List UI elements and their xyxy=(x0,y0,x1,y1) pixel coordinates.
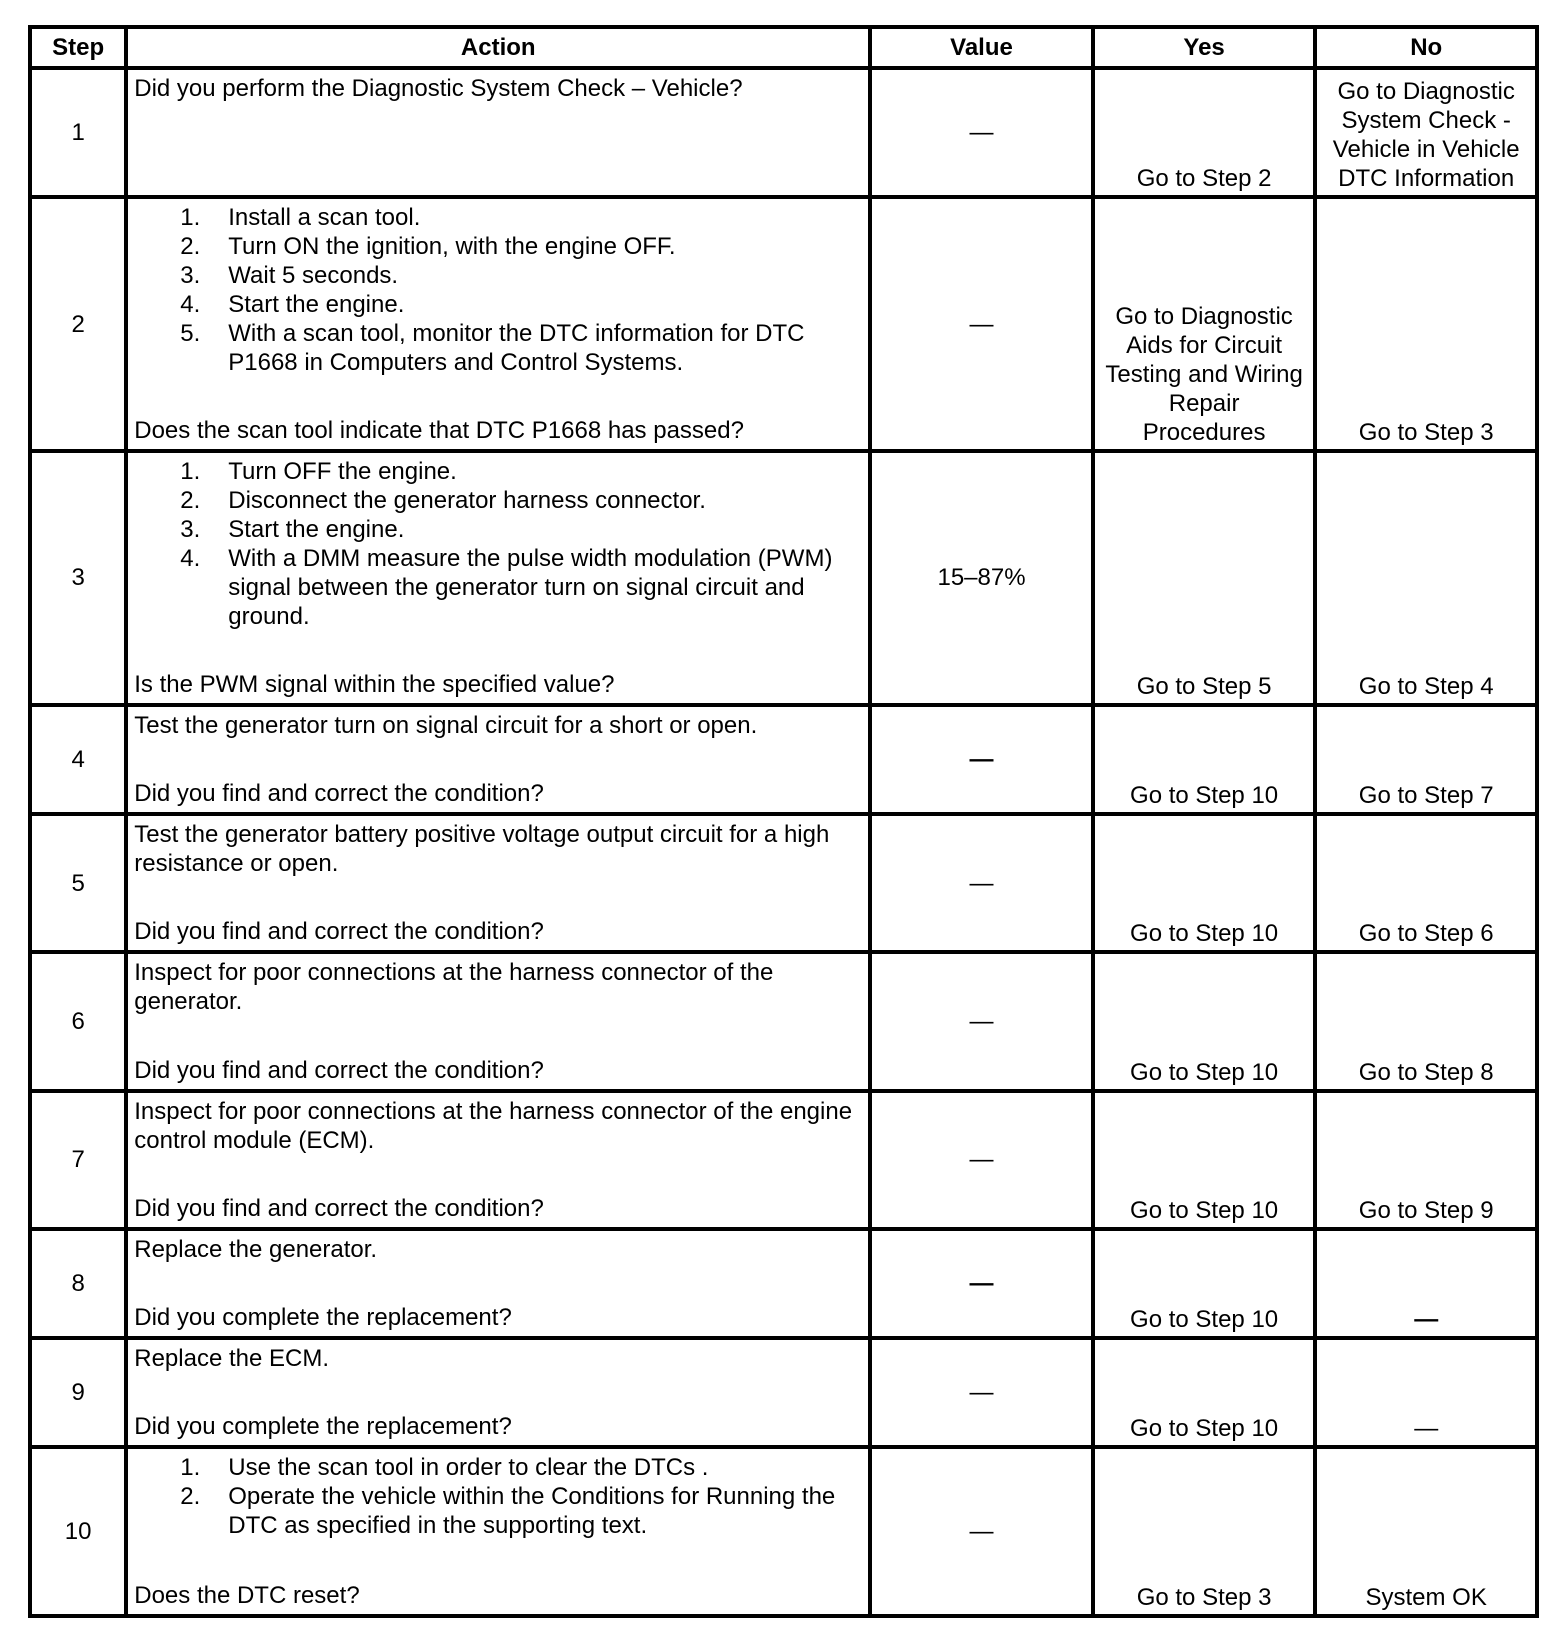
action-question: Is the PWM signal within the specified value? xyxy=(134,670,615,698)
action-instruction: Inspect for poor connections at the harness connector of the engine control module (ECM). xyxy=(134,1097,853,1154)
action-steps xyxy=(134,457,862,631)
action-question: Did you complete the replacement? xyxy=(134,1412,512,1440)
value-cell xyxy=(870,705,1093,815)
value-text: — xyxy=(969,746,994,773)
action-question: Did you find and correct the condition? xyxy=(134,780,544,808)
action-question: Did you find and correct the condition? xyxy=(134,1194,544,1222)
action-step: With a DMM measure the pulse width modulation (PWM) signal between the generator turn on signal circuit and ground. xyxy=(228,545,833,631)
header-action: Action xyxy=(126,27,870,68)
yes-cell: Go to Step 10 xyxy=(1093,705,1316,815)
action-cell xyxy=(126,1447,870,1616)
action-step: Operate the vehicle within the Conditions for Running the DTC as specified in the supporting text. xyxy=(228,1482,836,1539)
action-step: With a scan tool, monitor the DTC information for DTC P1668 in Computers and Control Systems. xyxy=(228,320,805,377)
diagnostic-table xyxy=(28,25,1539,1618)
table-row xyxy=(30,1091,1537,1229)
step-number: 10 xyxy=(30,1447,126,1616)
value-text: — xyxy=(969,1379,994,1407)
no-text: — xyxy=(1414,1306,1439,1334)
yes-cell: Go to Step 10 xyxy=(1093,952,1316,1091)
value-cell xyxy=(870,1229,1093,1339)
step-number: 8 xyxy=(30,1229,126,1339)
value-text: 15–87% xyxy=(937,564,1026,592)
step-number: 3 xyxy=(30,451,126,705)
header-yes: Yes xyxy=(1093,27,1316,68)
value-cell xyxy=(870,1091,1093,1229)
step-number: 4 xyxy=(30,705,126,815)
step-number: 5 xyxy=(30,814,126,952)
value-cell xyxy=(870,451,1093,705)
action-cell xyxy=(126,1338,870,1447)
action-question: Did you find and correct the condition? xyxy=(134,1056,544,1084)
header-no: No xyxy=(1315,27,1537,68)
table-row xyxy=(30,1229,1537,1339)
no-cell: Go to Step 8 xyxy=(1315,952,1537,1091)
table-row xyxy=(30,68,1537,197)
action-question: Does the scan tool indicate that DTC P1668 has passed? xyxy=(134,417,744,445)
yes-cell: Go to Step 10 xyxy=(1093,814,1316,952)
yes-cell: Go to Step 3 xyxy=(1093,1447,1316,1616)
step-number: 2 xyxy=(30,197,126,451)
no-cell xyxy=(1315,1229,1537,1339)
value-text: — xyxy=(969,1007,994,1035)
table-row xyxy=(30,197,1537,451)
no-cell: Go to Step 3 xyxy=(1315,197,1537,451)
table-row xyxy=(30,705,1537,815)
action-question: Does the DTC reset? xyxy=(134,1582,360,1609)
yes-cell: Go to Diagnostic Aids for Circuit Testing and Wiring Repair Procedures xyxy=(1093,197,1316,451)
value-text: — xyxy=(969,310,994,338)
table-row xyxy=(30,952,1537,1091)
action-instruction: Replace the ECM. xyxy=(134,1345,330,1373)
step-number: 9 xyxy=(30,1338,126,1447)
action-cell xyxy=(126,705,870,815)
step-number: 1 xyxy=(30,68,126,197)
action-step: Use the scan tool in order to clear the DTCs . xyxy=(228,1453,709,1481)
yes-cell: Go to Step 2 xyxy=(1093,68,1316,197)
header-value: Value xyxy=(870,27,1093,68)
action-instruction: Test the generator turn on signal circuit for a short or open. xyxy=(134,711,758,739)
yes-cell: Go to Step 5 xyxy=(1093,451,1316,705)
action-cell xyxy=(126,451,870,705)
value-cell xyxy=(870,814,1093,952)
no-cell: Go to Step 6 xyxy=(1315,814,1537,952)
action-question: Did you find and correct the condition? xyxy=(134,918,544,946)
yes-cell: Go to Step 10 xyxy=(1093,1338,1316,1447)
value-cell xyxy=(870,952,1093,1091)
value-text: — xyxy=(969,119,994,147)
no-cell: Go to Step 7 xyxy=(1315,705,1537,815)
action-instruction: Test the generator battery positive voltage output circuit for a high resistance or open. xyxy=(134,821,830,878)
no-cell: System OK xyxy=(1315,1447,1537,1616)
yes-cell: Go to Step 10 xyxy=(1093,1229,1316,1339)
action-step: Install a scan tool. xyxy=(228,204,421,232)
no-cell: Go to Diagnostic System Check - Vehicle in Vehicle DTC Information xyxy=(1315,68,1537,197)
action-instruction: Inspect for poor connections at the harness connector of the generator. xyxy=(134,959,774,1016)
action-cell xyxy=(126,952,870,1091)
value-text: — xyxy=(969,1269,994,1297)
action-question: Did you perform the Diagnostic System Check – Vehicle? xyxy=(134,75,743,102)
value-cell xyxy=(870,1338,1093,1447)
action-cell xyxy=(126,1229,870,1339)
action-step: Turn ON the ignition, with the engine OFF. xyxy=(228,233,676,261)
action-cell xyxy=(126,1091,870,1229)
action-cell xyxy=(126,197,870,451)
action-step: Turn OFF the engine. xyxy=(228,458,457,486)
no-cell: Go to Step 4 xyxy=(1315,451,1537,705)
action-steps xyxy=(134,1453,862,1540)
action-step: Disconnect the generator harness connector. xyxy=(228,487,706,515)
action-step: Start the engine. xyxy=(228,516,405,544)
value-text: — xyxy=(969,1517,994,1545)
no-cell: — xyxy=(1315,1338,1537,1447)
header-row xyxy=(30,27,1537,68)
no-cell: Go to Step 9 xyxy=(1315,1091,1537,1229)
action-steps xyxy=(134,203,862,377)
table-row xyxy=(30,451,1537,705)
header-step: Step xyxy=(30,27,126,68)
value-cell xyxy=(870,68,1093,197)
action-cell xyxy=(126,68,870,197)
step-number: 7 xyxy=(30,1091,126,1229)
step-number: 6 xyxy=(30,952,126,1091)
value-text: — xyxy=(969,869,994,897)
table-row xyxy=(30,814,1537,952)
yes-cell: Go to Step 10 xyxy=(1093,1091,1316,1229)
action-instruction: Replace the generator. xyxy=(134,1235,378,1263)
action-step: Wait 5 seconds. xyxy=(228,262,399,290)
action-cell xyxy=(126,814,870,952)
value-text: — xyxy=(969,1146,994,1174)
table-row xyxy=(30,1338,1537,1447)
action-question: Did you complete the replacement? xyxy=(134,1304,512,1332)
table-row xyxy=(30,1447,1537,1616)
action-step: Start the engine. xyxy=(228,291,405,319)
value-cell xyxy=(870,197,1093,451)
value-cell xyxy=(870,1447,1093,1616)
